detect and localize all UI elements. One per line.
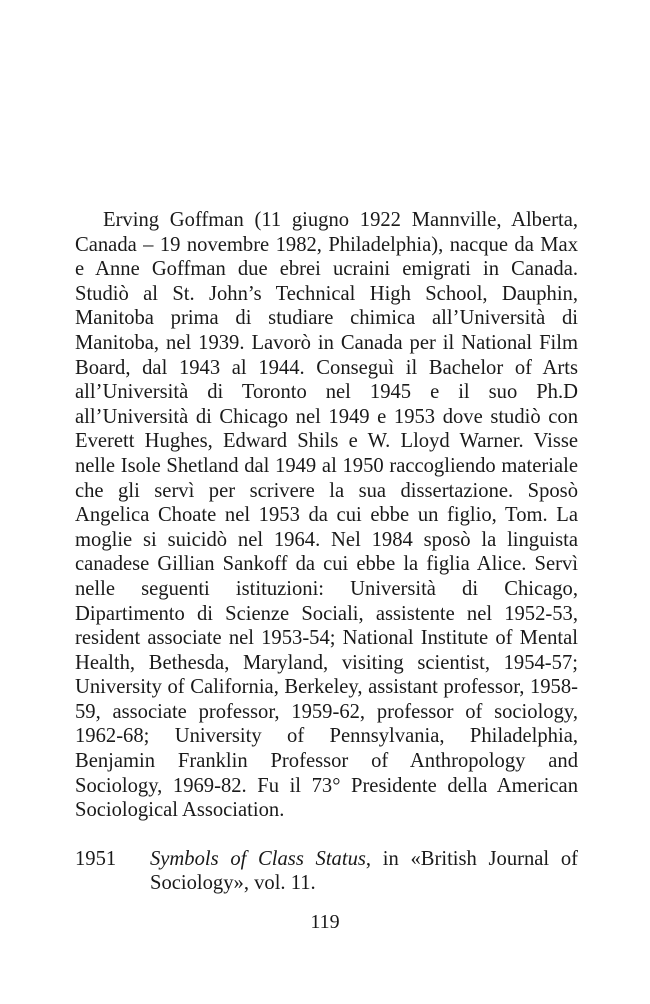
bibliography-title: Symbols of Class Status <box>150 847 366 870</box>
biography-paragraph: Erving Goffman (11 giugno 1922 Mannville, Alberta, Canada – 19 novembre 1982, Philadelphia), nacque da Max e Anne Goffman due ebrei ucraini emigrati in Canada. Studiò al St. John’s Technical High School, Dauphin, Manitoba prima di studiare chimica all’Università di Manitoba, nel 1939. Lavorò in Canada per il National Film Board, dal 1943 al 1944. Conseguì il Bachelor of Arts all’Università di Toronto nel 1945 e il suo Ph.D all’Università di Chicago nel 1949 e 1953 dove studiò con Everett Hughes, Edward Shils e W. Lloyd Warner. Visse nelle Isole Shetland dal 1949 al 1950 raccogliendo materiale che gli servì per scrivere la sua dissertazione. Sposò Angelica Choate nel 1953 da cui ebbe un figlio, Tom. La moglie si suicidò nel 1964. Nel 1984 sposò la linguista canadese Gillian Sankoff da cui ebbe la figlia Alice. Servì nelle seguenti istituzioni: Università di Chicago, Dipartimento di Scienze Sociali, assistente nel 1952-53, resident associate nel 1953-54; National Institute of Mental Health, Bethesda, Maryland, visiting scientist, 1954-57; University of California, Berkeley, assistant professor, 1958-59, associate professor, 1959-62, professor of sociology, 1962-68; University of Pennsylvania, Philadelphia, Benjamin Franklin Professor of Anthropology and Sociology, 1969-82. Fu il 73° Presidente della American Sociological Association. <box>75 209 578 822</box>
bibliography-source: , in «British Journal of Sociology», vol. 11. <box>150 847 578 895</box>
bibliography-entry <box>75 847 578 896</box>
page-number: 119 <box>310 911 340 933</box>
bibliography-citation <box>150 847 578 896</box>
page-body <box>75 208 578 896</box>
bibliography-year: 1951 <box>75 847 117 870</box>
